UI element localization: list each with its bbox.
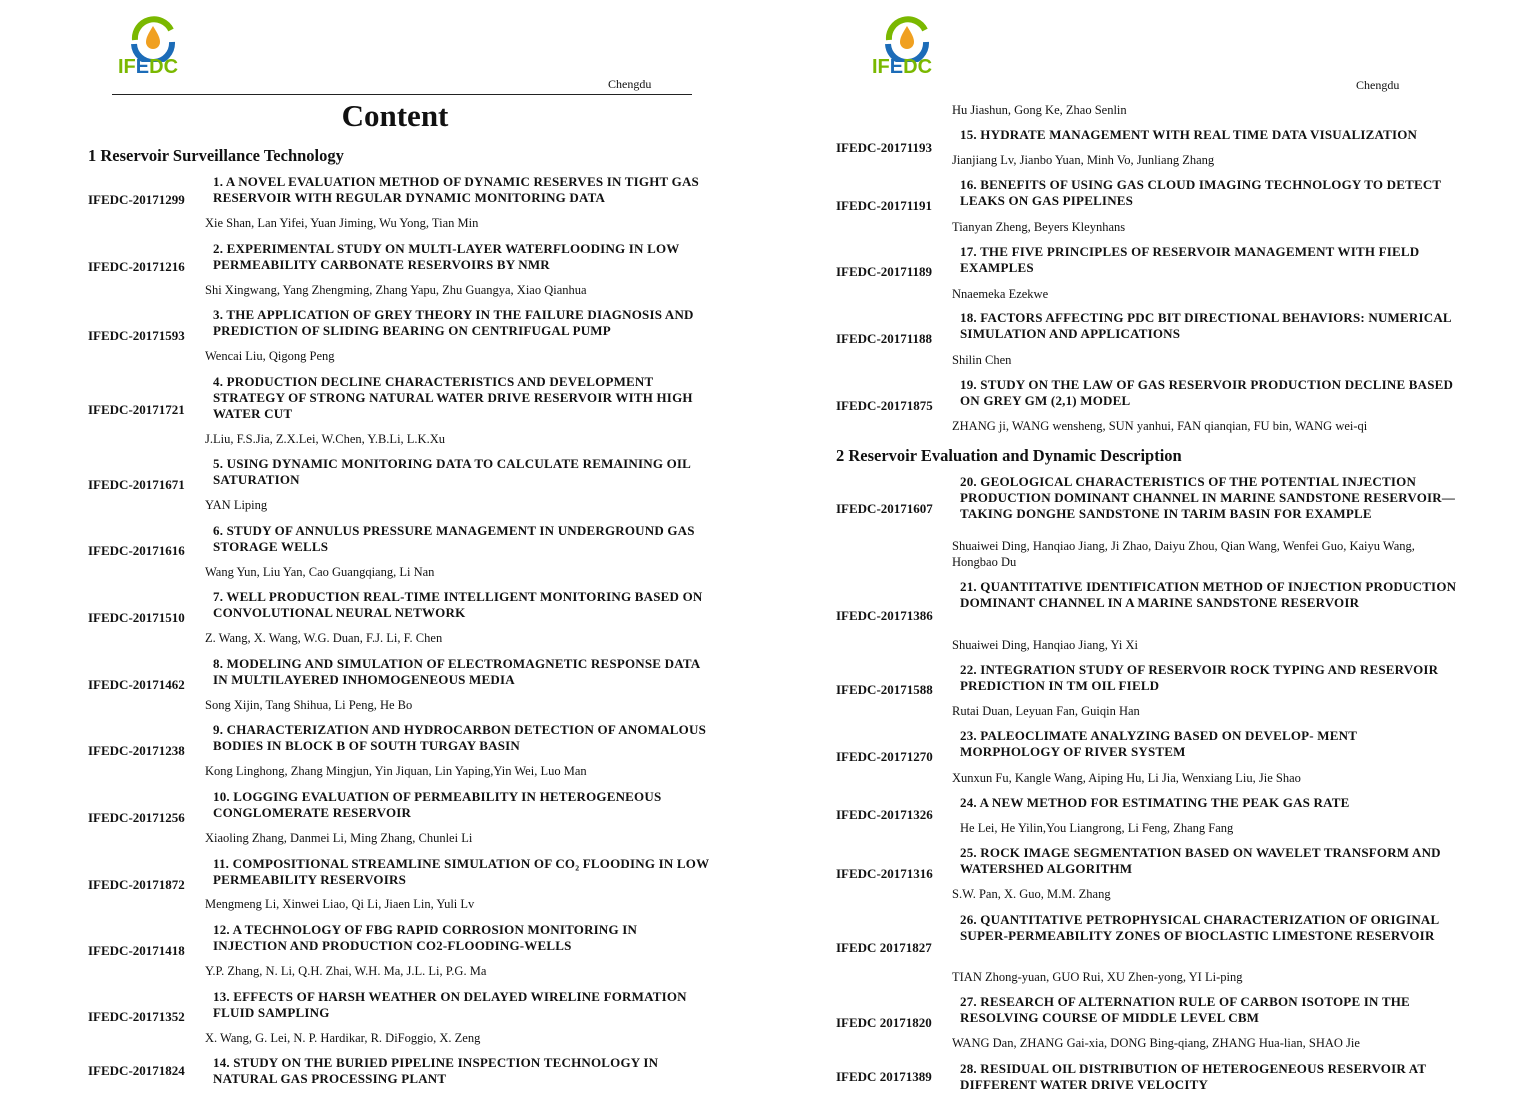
- ifedc-logo: [112, 16, 202, 86]
- paper-title: 11. COMPOSITIONAL STREAMLINE SIMULATION OF CO₂ FLOODING IN LOW PERMEABILITY RESERVOIRS: [213, 856, 710, 887]
- paper-authors: Shilin Chen: [952, 353, 1012, 367]
- logo-text: IFEDC: [872, 56, 933, 78]
- paper-authors: J.Liu, F.S.Jia, Z.X.Lei, W.Chen, Y.B.Li, L.K.Xu: [205, 432, 445, 446]
- paper-title: 26. QUANTITATIVE PETROPHYSICAL CHARACTERIZATION OF ORIGINAL SUPER-PERMEABILITY ZONES OF BIOCLASTIC LIMESTONE RESERVOIR: [960, 912, 1439, 943]
- paper-code: IFEDC-20171256: [88, 810, 185, 825]
- paper-code: IFEDC-20171326: [836, 807, 933, 822]
- paper-title: 19. STUDY ON THE LAW OF GAS RESERVOIR PRODUCTION DECLINE BASED ON GREY GM (2,1) MODEL: [960, 377, 1454, 408]
- page-title: Content: [341, 98, 449, 133]
- paper-code: IFEDC-20171824: [88, 1063, 185, 1078]
- paper-code: IFEDC-20171299: [88, 192, 185, 207]
- paper-title: 8. MODELING AND SIMULATION OF ELECTROMAGNETIC RESPONSE DATA IN MULTILAYERED INHOMOGENEOUS MEDIA: [213, 656, 700, 687]
- paper-authors: S.W. Pan, X. Guo, M.M. Zhang: [952, 887, 1111, 901]
- paper-authors: WANG Dan, ZHANG Gai-xia, DONG Bing-qiang, ZHANG Hua-lian, SHAO Jie: [952, 1036, 1360, 1050]
- paper-code: IFEDC-20171238: [88, 743, 185, 758]
- paper-title: 18. FACTORS AFFECTING PDC BIT DIRECTIONAL BEHAVIORS: NUMERICAL SIMULATION AND APPLICATIONS: [960, 310, 1452, 341]
- paper-title: 25. ROCK IMAGE SEGMENTATION BASED ON WAVELET TRANSFORM AND WATERSHED ALGORITHM: [960, 845, 1441, 876]
- paper-title: 27. RESEARCH OF ALTERNATION RULE OF CARBON ISOTOPE IN THE RESOLVING COURSE OF MIDDLE LEVEL CBM: [960, 994, 1410, 1025]
- paper-title: 21. QUANTITATIVE IDENTIFICATION METHOD OF INJECTION PRODUCTION DOMINANT CHANNEL IN A MARINE SANDSTONE RESERVOIR: [960, 579, 1457, 610]
- paper-title: 13. EFFECTS OF HARSH WEATHER ON DELAYED WIRELINE FORMATION FLUID SAMPLING: [213, 989, 687, 1020]
- paper-title: 7. WELL PRODUCTION REAL-TIME INTELLIGENT MONITORING BASED ON CONVOLUTIONAL NEURAL NETWORK: [213, 589, 703, 620]
- section-heading: 1 Reservoir Surveillance Technology: [88, 146, 344, 165]
- paper-title: 3. THE APPLICATION OF GREY THEORY IN THE FAILURE DIAGNOSIS AND PREDICTION OF SLIDING BEARING ON CENTRIFUGAL PUMP: [213, 307, 694, 338]
- paper-authors: Shi Xingwang, Yang Zhengming, Zhang Yapu, Zhu Guangya, Xiao Qianhua: [205, 283, 587, 297]
- paper-title: 22. INTEGRATION STUDY OF RESERVOIR ROCK TYPING AND RESERVOIR PREDICTION IN TM OIL FIELD: [960, 662, 1439, 693]
- paper-authors: Y.P. Zhang, N. Li, Q.H. Zhai, W.H. Ma, J.L. Li, P.G. Ma: [205, 964, 487, 978]
- paper-authors: Shuaiwei Ding, Hanqiao Jiang, Yi Xi: [952, 638, 1138, 652]
- paper-title: 12. A TECHNOLOGY OF FBG RAPID CORROSION MONITORING IN INJECTION AND PRODUCTION CO2-FLOODING-WELLS: [213, 922, 638, 953]
- paper-authors: Shuaiwei Ding, Hanqiao Jiang, Ji Zhao, Daiyu Zhou, Qian Wang, Wenfei Guo, Kaiyu Wang, Hongbao Du: [952, 539, 1415, 569]
- paper-authors: ZHANG ji, WANG wensheng, SUN yanhui, FAN qianqian, FU bin, WANG wei-qi: [952, 419, 1368, 433]
- paper-code: IFEDC-20171191: [836, 198, 933, 213]
- paper-title: 15. HYDRATE MANAGEMENT WITH REAL TIME DATA VISUALIZATION: [960, 127, 1418, 142]
- paper-code: IFEDC-20171510: [88, 610, 185, 625]
- paper-title: 17. THE FIVE PRINCIPLES OF RESERVOIR MANAGEMENT WITH FIELD EXAMPLES: [960, 244, 1420, 275]
- paper-authors: Mengmeng Li, Xinwei Liao, Qi Li, Jiaen Lin, Yuli Lv: [205, 897, 475, 911]
- paper-title: 20. GEOLOGICAL CHARACTERISTICS OF THE POTENTIAL INJECTION PRODUCTION DOMINANT CHANNEL IN MARINE SANDSTONE RESERVOIR—TAKING DONGHE SANDSTONE IN TARIM BASIN FOR EXAMPLE: [960, 474, 1456, 521]
- paper-code: IFEDC-20171316: [836, 866, 933, 881]
- paper-authors: Wencai Liu, Qigong Peng: [205, 349, 335, 363]
- right-page: [768, 0, 1536, 1112]
- paper-authors: Rutai Duan, Leyuan Fan, Guiqin Han: [952, 704, 1140, 718]
- paper-authors: Jianjiang Lv, Jianbo Yuan, Minh Vo, Junliang Zhang: [952, 153, 1215, 167]
- paper-authors: YAN Liping: [205, 498, 268, 512]
- paper-code: IFEDC-20171875: [836, 398, 933, 413]
- header-city: Chengdu: [1356, 78, 1400, 92]
- paper-title: 9. CHARACTERIZATION AND HYDROCARBON DETECTION OF ANOMALOUS BODIES IN BLOCK B OF SOUTH TURGAY BASIN: [213, 722, 707, 753]
- paper-code: IFEDC-20171593: [88, 328, 185, 343]
- paper-title: 10. LOGGING EVALUATION OF PERMEABILITY IN HETEROGENEOUS CONGLOMERATE RESERVOIR: [213, 789, 662, 820]
- paper-title: 6. STUDY OF ANNULUS PRESSURE MANAGEMENT IN UNDERGROUND GAS STORAGE WELLS: [213, 523, 695, 554]
- paper-code: IFEDC-20171418: [88, 943, 185, 958]
- ifedc-logo: [866, 16, 956, 86]
- paper-code: IFEDC-20171352: [88, 1009, 185, 1024]
- paper-code: IFEDC-20171188: [836, 331, 933, 346]
- paper-authors: Xiaoling Zhang, Danmei Li, Ming Zhang, Chunlei Li: [205, 831, 473, 845]
- paper-code: IFEDC-20171193: [836, 140, 933, 155]
- paper-code: IFEDC 20171827: [836, 940, 932, 955]
- paper-title: 1. A NOVEL EVALUATION METHOD OF DYNAMIC RESERVES IN TIGHT GAS RESERVOIR WITH REGULAR DYNAMIC MONITORING DATA: [213, 174, 699, 205]
- paper-title: 24. A NEW METHOD FOR ESTIMATING THE PEAK GAS RATE: [960, 795, 1350, 810]
- paper-authors: He Lei, He Yilin,You Liangrong, Li Feng, Zhang Fang: [960, 821, 1234, 835]
- paper-title: 5. USING DYNAMIC MONITORING DATA TO CALCULATE REMAINING OIL SATURATION: [213, 456, 691, 487]
- paper-authors: Xie Shan, Lan Yifei, Yuan Jiming, Wu Yong, Tian Min: [205, 216, 479, 230]
- header-city: Chengdu: [608, 77, 652, 91]
- paper-authors: Xunxun Fu, Kangle Wang, Aiping Hu, Li Jia, Wenxiang Liu, Jie Shao: [952, 771, 1301, 785]
- header-divider: [112, 94, 692, 95]
- paper-code: IFEDC-20171616: [88, 543, 185, 558]
- logo-text: IFEDC: [118, 56, 179, 78]
- paper-authors: Wang Yun, Liu Yan, Cao Guangqiang, Li Nan: [205, 565, 435, 579]
- paper-authors: Kong Linghong, Zhang Mingjun, Yin Jiquan, Lin Yaping,Yin Wei, Luo Man: [205, 764, 587, 778]
- paper-code: IFEDC-20171607: [836, 501, 933, 516]
- paper-code: IFEDC-20171189: [836, 264, 933, 279]
- paper-code: IFEDC-20171872: [88, 877, 185, 892]
- paper-authors: Song Xijin, Tang Shihua, Li Peng, He Bo: [205, 698, 413, 712]
- paper-code: IFEDC-20171588: [836, 682, 933, 697]
- paper-authors: Nnaemeka Ezekwe: [952, 287, 1049, 301]
- paper-title: 4. PRODUCTION DECLINE CHARACTERISTICS AND DEVELOPMENT STRATEGY OF STRONG NATURAL WATER DRIVE RESERVOIR WITH HIGH WATER CUT: [213, 374, 693, 421]
- paper-code: IFEDC-20171671: [88, 477, 185, 492]
- paper-code: IFEDC-20171721: [88, 402, 185, 417]
- paper-title: 23. PALEOCLIMATE ANALYZING BASED ON DEVELOP- MENT MORPHOLOGY OF RIVER SYSTEM: [960, 728, 1357, 759]
- paper-code: IFEDC-20171216: [88, 259, 185, 274]
- section-heading: 2 Reservoir Evaluation and Dynamic Description: [836, 446, 1182, 465]
- paper-title: 28. RESIDUAL OIL DISTRIBUTION OF HETEROGENEOUS RESERVOIR AT DIFFERENT WATER DRIVE VELOCITY: [960, 1061, 1426, 1092]
- paper-code: IFEDC-20171386: [836, 608, 933, 623]
- paper-authors: Z. Wang, X. Wang, W.G. Duan, F.J. Li, F. Chen: [205, 631, 443, 645]
- paper-authors: Tianyan Zheng, Beyers Kleynhans: [952, 220, 1126, 234]
- paper-title: 2. EXPERIMENTAL STUDY ON MULTI-LAYER WATERFLOODING IN LOW PERMEABILITY CARBONATE RESERVOIRS BY NMR: [213, 241, 680, 272]
- paper-authors: Hu Jiashun, Gong Ke, Zhao Senlin: [952, 103, 1127, 117]
- paper-title: 16. BENEFITS OF USING GAS CLOUD IMAGING TECHNOLOGY TO DETECT LEAKS ON GAS PIPELINES: [960, 177, 1442, 208]
- paper-code: IFEDC-20171270: [836, 749, 933, 764]
- paper-code: IFEDC 20171389: [836, 1069, 932, 1084]
- paper-authors: TIAN Zhong-yuan, GUO Rui, XU Zhen-yong, YI Li-ping: [952, 970, 1243, 984]
- paper-authors: X. Wang, G. Lei, N. P. Hardikar, R. DiFoggio, X. Zeng: [205, 1031, 481, 1045]
- paper-title: 14. STUDY ON THE BURIED PIPELINE INSPECTION TECHNOLOGY IN NATURAL GAS PROCESSING PLANT: [213, 1055, 659, 1086]
- paper-code: IFEDC-20171462: [88, 677, 185, 692]
- paper-code: IFEDC 20171820: [836, 1015, 932, 1030]
